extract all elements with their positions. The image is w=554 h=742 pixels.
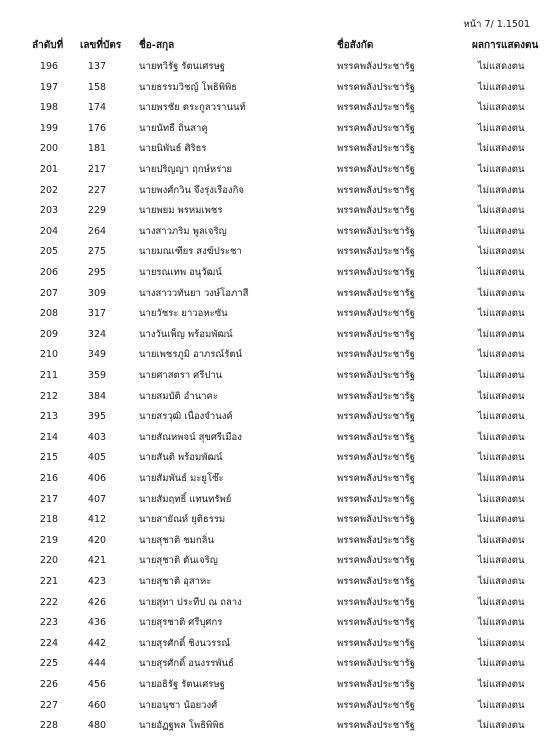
party-name: พรรคพลังประชารัฐ bbox=[337, 514, 415, 526]
attendance-result: ไม่แสดงตน bbox=[478, 184, 525, 196]
member-name: นายนิพันธ์ ศิริธร bbox=[139, 143, 207, 155]
table-row bbox=[0, 345, 554, 366]
attendance-result: ไม่แสดงตน bbox=[478, 143, 525, 155]
member-name: นางสาวภริม พูลเจริญ bbox=[139, 225, 227, 237]
card-number: 349 bbox=[87, 349, 107, 361]
party-name: พรรคพลังประชารัฐ bbox=[337, 184, 415, 196]
party-name: พรรคพลังประชารัฐ bbox=[337, 308, 415, 320]
table-row bbox=[0, 510, 554, 531]
attendance-result: ไม่แสดงตน bbox=[478, 102, 525, 114]
card-number: 403 bbox=[87, 431, 107, 443]
member-name: นางสาววทันยา วงษ์โอภาสี bbox=[139, 287, 249, 299]
party-name: พรรคพลังประชารัฐ bbox=[337, 617, 415, 629]
row-number: 214 bbox=[39, 431, 59, 443]
table-row bbox=[0, 201, 554, 222]
table-row bbox=[0, 675, 554, 696]
member-name: นายสัมฤทธิ์ แทนทรัพย์ bbox=[139, 493, 232, 505]
table-row bbox=[0, 634, 554, 655]
row-number: 212 bbox=[39, 390, 59, 402]
attendance-result: ไม่แสดงตน bbox=[478, 205, 525, 217]
party-name: พรรคพลังประชารัฐ bbox=[337, 679, 415, 690]
member-name: นายสายัณห์ ยุติธรรม bbox=[139, 514, 226, 526]
table-row bbox=[0, 448, 554, 469]
table-row bbox=[0, 304, 554, 325]
member-name: นายธรรมวิชญ์ โพธิพิพิธ bbox=[139, 81, 238, 93]
attendance-result: ไม่แสดงตน bbox=[478, 452, 525, 464]
member-name: นายสุรศักดิ์ ชิงนวรรณ์ bbox=[139, 637, 231, 649]
party-name: พรรคพลังประชารัฐ bbox=[337, 225, 415, 237]
card-number: 436 bbox=[87, 617, 107, 629]
attendance-result: ไม่แสดงตน bbox=[478, 81, 525, 93]
party-name: พรรคพลังประชารัฐ bbox=[337, 493, 415, 505]
attendance-result: ไม่แสดงตน bbox=[478, 122, 525, 134]
header-no: ลำดับที่ bbox=[32, 40, 64, 51]
attendance-result: ไม่แสดงตน bbox=[478, 246, 525, 258]
member-name: นายสุทา ประทีป ณ ถลาง bbox=[139, 596, 242, 608]
card-number: 181 bbox=[87, 143, 107, 155]
attendance-result: ไม่แสดงตน bbox=[478, 534, 525, 546]
card-number: 229 bbox=[87, 205, 107, 217]
row-number: 198 bbox=[39, 102, 59, 114]
attendance-result: ไม่แสดงตน bbox=[478, 411, 525, 423]
attendance-result: ไม่แสดงตน bbox=[478, 514, 525, 526]
row-number: 225 bbox=[39, 658, 59, 670]
card-number: 264 bbox=[87, 225, 107, 237]
row-number: 200 bbox=[39, 143, 59, 155]
row-number: 199 bbox=[39, 122, 59, 134]
table-row bbox=[0, 242, 554, 263]
card-number: 407 bbox=[87, 493, 107, 505]
table-row bbox=[0, 78, 554, 99]
card-number: 176 bbox=[87, 122, 107, 134]
member-name: นายเพชรภูมิ อาภรณ์รัตน์ bbox=[139, 349, 242, 361]
member-name: นายทวิรัฐ รัตนเศรษฐ bbox=[139, 61, 226, 72]
header-party: ชื่อสังกัด bbox=[337, 40, 374, 51]
table-row bbox=[0, 531, 554, 552]
member-name: นายสุรชาติ ศรีบุศกร bbox=[139, 617, 223, 629]
party-name: พรรคพลังประชารัฐ bbox=[337, 720, 415, 732]
row-number: 221 bbox=[39, 576, 59, 587]
row-number: 209 bbox=[39, 328, 59, 340]
card-number: 412 bbox=[87, 514, 107, 526]
row-number: 196 bbox=[39, 61, 59, 72]
card-number: 442 bbox=[87, 637, 107, 649]
table-row bbox=[0, 139, 554, 160]
member-name: นายอัฏฐพล โพธิพิพิธ bbox=[139, 720, 225, 732]
party-name: พรรคพลังประชารัฐ bbox=[337, 102, 415, 114]
row-number: 210 bbox=[39, 349, 59, 361]
table-row bbox=[0, 98, 554, 119]
row-number: 220 bbox=[39, 555, 59, 567]
card-number: 423 bbox=[87, 576, 107, 587]
member-name: นายวัชระ ยาวอหะซัน bbox=[139, 308, 228, 320]
member-name: นายสุชาติ อุสาหะ bbox=[139, 576, 212, 587]
party-name: พรรคพลังประชารัฐ bbox=[337, 576, 415, 587]
member-name: นายปริญญา ฤกษ์หร่าย bbox=[139, 164, 233, 175]
member-name: นายสุชาติ ตันเจริญ bbox=[139, 555, 218, 567]
member-name: นายสุรศักดิ์ อนงรรพันธ์ bbox=[139, 658, 234, 670]
card-number: 227 bbox=[87, 184, 107, 196]
table-row bbox=[0, 263, 554, 284]
member-name: นายพยม พรหมเพชร bbox=[139, 205, 223, 217]
member-name: นายสมบัติ อำนาคะ bbox=[139, 390, 219, 402]
card-number: 275 bbox=[87, 246, 107, 258]
row-number: 207 bbox=[39, 287, 59, 299]
attendance-result: ไม่แสดงตน bbox=[478, 328, 525, 340]
table-row bbox=[0, 222, 554, 243]
attendance-result: ไม่แสดงตน bbox=[478, 617, 525, 629]
attendance-result: ไม่แสดงตน bbox=[478, 349, 525, 361]
card-number: 309 bbox=[87, 287, 107, 299]
card-number: 420 bbox=[87, 534, 107, 546]
row-number: 208 bbox=[39, 308, 59, 320]
card-number: 137 bbox=[87, 61, 107, 72]
row-number: 203 bbox=[39, 205, 59, 217]
attendance-result: ไม่แสดงตน bbox=[478, 308, 525, 320]
member-name: นายมณเฑียร สงฆ์ประชา bbox=[139, 246, 242, 258]
party-name: พรรคพลังประชารัฐ bbox=[337, 658, 415, 670]
header-result: ผลการแสดงตน bbox=[472, 40, 539, 51]
party-name: พรรคพลังประชารัฐ bbox=[337, 534, 415, 546]
card-number: 421 bbox=[87, 555, 107, 567]
attendance-result: ไม่แสดงตน bbox=[478, 390, 525, 402]
card-number: 324 bbox=[87, 328, 107, 340]
member-name: นายสรวุฒิ เนื่องจำนงค์ bbox=[139, 411, 233, 423]
page-number: หน้า 7/ 1.1501 bbox=[463, 19, 530, 30]
row-number: 219 bbox=[39, 534, 59, 546]
table-row bbox=[0, 119, 554, 140]
party-name: พรรคพลังประชารัฐ bbox=[337, 411, 415, 423]
attendance-result: ไม่แสดงตน bbox=[478, 493, 525, 505]
row-number: 202 bbox=[39, 184, 59, 196]
row-number: 228 bbox=[39, 720, 59, 732]
attendance-result: ไม่แสดงตน bbox=[478, 61, 525, 72]
table-row bbox=[0, 181, 554, 202]
card-number: 426 bbox=[87, 596, 107, 608]
header-card-number: เลขที่บัตร bbox=[80, 40, 122, 51]
row-number: 216 bbox=[39, 473, 59, 484]
row-number: 197 bbox=[39, 81, 59, 93]
party-name: พรรคพลังประชารัฐ bbox=[337, 349, 415, 361]
card-number: 158 bbox=[87, 81, 107, 93]
table-row bbox=[0, 613, 554, 634]
attendance-result: ไม่แสดงตน bbox=[478, 431, 525, 443]
attendance-result: ไม่แสดงตน bbox=[478, 720, 525, 732]
card-number: 444 bbox=[87, 658, 107, 670]
table-row bbox=[0, 593, 554, 614]
table-row bbox=[0, 716, 554, 737]
row-number: 224 bbox=[39, 637, 59, 649]
row-number: 201 bbox=[39, 164, 59, 175]
party-name: พรรคพลังประชารัฐ bbox=[337, 452, 415, 464]
party-name: พรรคพลังประชารัฐ bbox=[337, 246, 415, 258]
attendance-result: ไม่แสดงตน bbox=[478, 164, 525, 175]
member-name: นายอธิรัฐ รัตนเศรษฐ bbox=[139, 679, 225, 690]
member-name: นายสัณหพจน์ สุขศรีเมือง bbox=[139, 431, 242, 443]
table-row bbox=[0, 407, 554, 428]
table-row bbox=[0, 469, 554, 490]
header-name: ชื่อ-สกุล bbox=[139, 40, 175, 51]
party-name: พรรคพลังประชารัฐ bbox=[337, 390, 415, 402]
attendance-result: ไม่แสดงตน bbox=[478, 287, 525, 299]
party-name: พรรคพลังประชารัฐ bbox=[337, 596, 415, 608]
card-number: 460 bbox=[87, 699, 107, 711]
attendance-result: ไม่แสดงตน bbox=[478, 370, 525, 381]
row-number: 211 bbox=[39, 370, 59, 381]
row-number: 215 bbox=[39, 452, 59, 464]
card-number: 480 bbox=[87, 720, 107, 732]
row-number: 204 bbox=[39, 225, 59, 237]
attendance-result: ไม่แสดงตน bbox=[478, 679, 525, 690]
party-name: พรรคพลังประชารัฐ bbox=[337, 328, 415, 340]
card-number: 405 bbox=[87, 452, 107, 464]
member-name: นางวันเพ็ญ พร้อมพัฒน์ bbox=[139, 328, 233, 340]
party-name: พรรคพลังประชารัฐ bbox=[337, 699, 415, 711]
card-number: 406 bbox=[87, 473, 107, 484]
row-number: 223 bbox=[39, 617, 59, 629]
row-number: 213 bbox=[39, 411, 59, 423]
table-row bbox=[0, 696, 554, 717]
party-name: พรรคพลังประชารัฐ bbox=[337, 555, 415, 567]
row-number: 222 bbox=[39, 596, 59, 608]
attendance-result: ไม่แสดงตน bbox=[478, 225, 525, 237]
card-number: 359 bbox=[87, 370, 107, 381]
card-number: 456 bbox=[87, 679, 107, 690]
table-row bbox=[0, 160, 554, 181]
row-number: 205 bbox=[39, 246, 59, 258]
row-number: 226 bbox=[39, 679, 59, 690]
table-row bbox=[0, 366, 554, 387]
card-number: 395 bbox=[87, 411, 107, 423]
member-name: นายรณเทพ อนุวัฒน์ bbox=[139, 267, 222, 278]
party-name: พรรคพลังประชารัฐ bbox=[337, 122, 415, 134]
attendance-result: ไม่แสดงตน bbox=[478, 699, 525, 711]
party-name: พรรคพลังประชารัฐ bbox=[337, 61, 415, 72]
party-name: พรรคพลังประชารัฐ bbox=[337, 81, 415, 93]
party-name: พรรคพลังประชารัฐ bbox=[337, 287, 415, 299]
attendance-result: ไม่แสดงตน bbox=[478, 555, 525, 567]
row-number: 206 bbox=[39, 267, 59, 278]
party-name: พรรคพลังประชารัฐ bbox=[337, 164, 415, 175]
table-row bbox=[0, 284, 554, 305]
row-number: 218 bbox=[39, 514, 59, 526]
member-name: นายพงศ์กวิน จึงรุ่งเรืองกิจ bbox=[139, 184, 244, 196]
card-number: 384 bbox=[87, 390, 107, 402]
member-name: นายสุชาติ ชมกลิ่น bbox=[139, 534, 214, 546]
member-name: นายนัทธี ถิ่นสาคู bbox=[139, 122, 208, 134]
attendance-result: ไม่แสดงตน bbox=[478, 596, 525, 608]
member-name: นายสันติ พร้อมพัฒน์ bbox=[139, 452, 223, 464]
party-name: พรรคพลังประชารัฐ bbox=[337, 637, 415, 649]
table-row bbox=[0, 387, 554, 408]
attendance-result: ไม่แสดงตน bbox=[478, 658, 525, 670]
attendance-result: ไม่แสดงตน bbox=[478, 473, 525, 484]
table-row bbox=[0, 572, 554, 593]
table-row bbox=[0, 551, 554, 572]
party-name: พรรคพลังประชารัฐ bbox=[337, 370, 415, 381]
table-row bbox=[0, 57, 554, 78]
member-name: นายอนุชา น้อยวงศ์ bbox=[139, 699, 218, 711]
card-number: 317 bbox=[87, 308, 107, 320]
member-name: นายพรชัย ตระกูลวรานนท์ bbox=[139, 102, 246, 114]
table-row bbox=[0, 325, 554, 346]
row-number: 227 bbox=[39, 699, 59, 711]
table-row bbox=[0, 490, 554, 511]
table-row bbox=[0, 654, 554, 675]
party-name: พรรคพลังประชารัฐ bbox=[337, 431, 415, 443]
card-number: 174 bbox=[87, 102, 107, 114]
card-number: 217 bbox=[87, 164, 107, 175]
party-name: พรรคพลังประชารัฐ bbox=[337, 267, 415, 278]
party-name: พรรคพลังประชารัฐ bbox=[337, 205, 415, 217]
row-number: 217 bbox=[39, 493, 59, 505]
table-row bbox=[0, 428, 554, 449]
attendance-result: ไม่แสดงตน bbox=[478, 267, 525, 278]
party-name: พรรคพลังประชารัฐ bbox=[337, 473, 415, 484]
attendance-result: ไม่แสดงตน bbox=[478, 637, 525, 649]
member-name: นายศาสตรา ศรีปาน bbox=[139, 370, 223, 381]
attendance-result: ไม่แสดงตน bbox=[478, 576, 525, 587]
member-name: นายสัมพันธ์ มะยูโซ๊ะ bbox=[139, 473, 224, 484]
party-name: พรรคพลังประชารัฐ bbox=[337, 143, 415, 155]
card-number: 295 bbox=[87, 267, 107, 278]
